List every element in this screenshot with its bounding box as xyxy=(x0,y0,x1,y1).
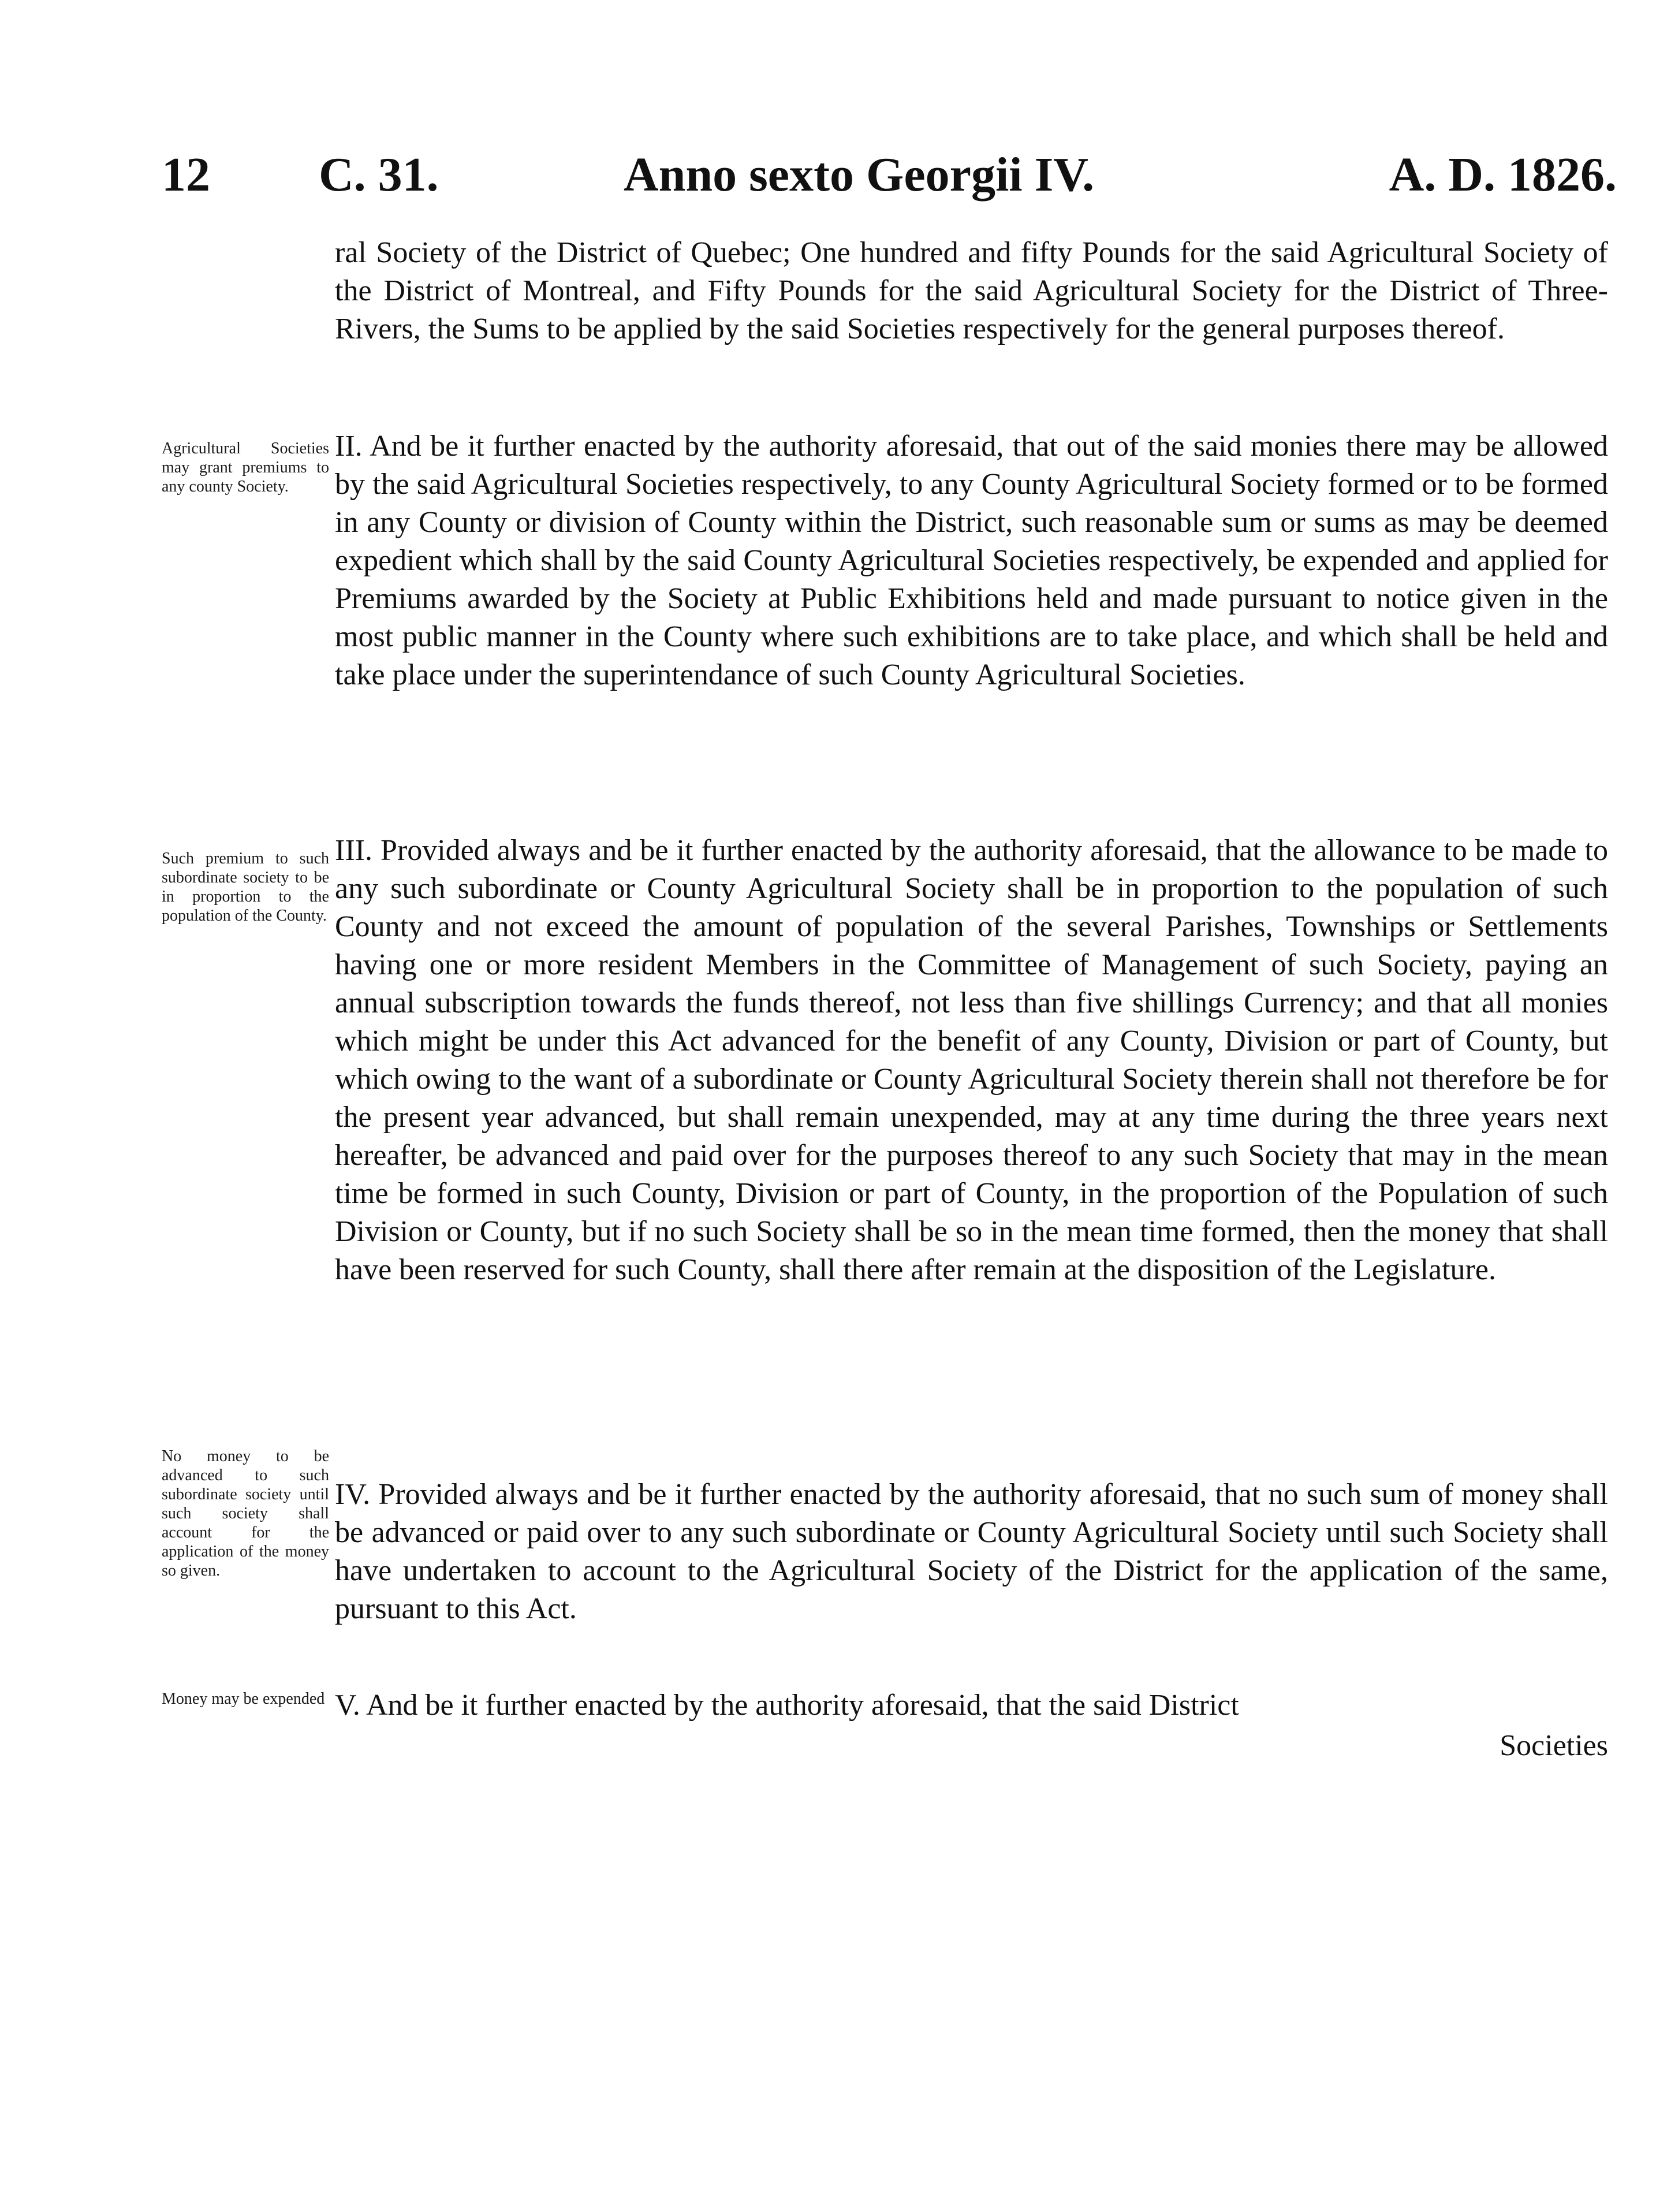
margin-note-section-4: No money to be advanced to such subordinate society until such society shall account for the application of the money so given. xyxy=(162,1447,329,1580)
continuation-paragraph: ral Society of the District of Quebec; One hundred and fifty Pounds for the said Agricultural Society of the District of Montreal, and Fifty Pounds for the said Agricultural Society for the District of Three-Rivers, the Sums to be applied by the said Societies respectively for the general purposes thereof. xyxy=(335,236,1608,345)
margin-note-section-5: Money may be expended xyxy=(162,1690,325,1708)
section-3-paragraph: III. Provided always and be it further enacted by the authority aforesaid, that the allowance to be made to any such subordinate or County Agricultural Society shall be in proportion to the population of such County and not exceed the amount of population of the several Parishes, Townships or Settlements having one or more resident Members in the Committee of Management of such Society, paying an annual subscription towards the funds thereof, not less than five shillings Currency; and that all monies which might be under this Act advanced for the benefit of any County, Division or part of County, but which owing to the want of a subordinate or County Agricultural Society therein shall not therefore be for the present year advanced, but shall remain unexpended, may at any time during the three years next hereafter, be advanced and paid over for the purposes thereof to any such Society that may in the mean time be formed in such County, Division or part of County, in the proportion of the Population of such Division or County, but if no such Society shall be so in the mean time formed, then the money that shall have been reserved for such County, shall there after remain at the disposition of the Legislature. xyxy=(335,834,1608,1286)
section-4-paragraph: IV. Provided always and be it further enacted by the authority aforesaid, that no such sum of money shall be advanced or paid over to any such subordinate or County Agricultural Society until such Society shall have undertaken to account to the Agricultural Society of the District for the application of the same, pursuant to this Act. xyxy=(335,1478,1608,1625)
chapter-number: C. 31. xyxy=(319,148,439,202)
statute-title: Anno sexto Georgii IV. xyxy=(624,148,1095,202)
section-2-paragraph: II. And be it further enacted by the authority aforesaid, that out of the said monies there may be allowed by the said Agricultural Societies respectively, to any County Agricultural Society formed or to be formed in any County or division of County within the District, such reasonable sum or sums as may be deemed expedient which shall by the said County Agricultural Societies respectively, be expended and applied for Premiums awarded by the Society at Public Exhibitions held and made pursuant to notice given in the most public manner in the County where such exhibitions are to take place, and which shall be held and take place under the superintendance of such County Agricultural Societies. xyxy=(335,430,1608,691)
catchword: Societies xyxy=(1500,1729,1608,1762)
margin-note-section-2: Agricultural Societies may grant premiums to any county Society. xyxy=(162,440,329,496)
page-number: 12 xyxy=(162,148,210,202)
margin-note-section-3: Such premium to such subordinate society to be in proportion to the population of the County. xyxy=(162,850,329,925)
running-header xyxy=(162,143,1617,207)
section-5-paragraph: V. And be it further enacted by the authority aforesaid, that the said District xyxy=(335,1689,1239,1722)
statute-year: A. D. 1826. xyxy=(1389,148,1617,202)
